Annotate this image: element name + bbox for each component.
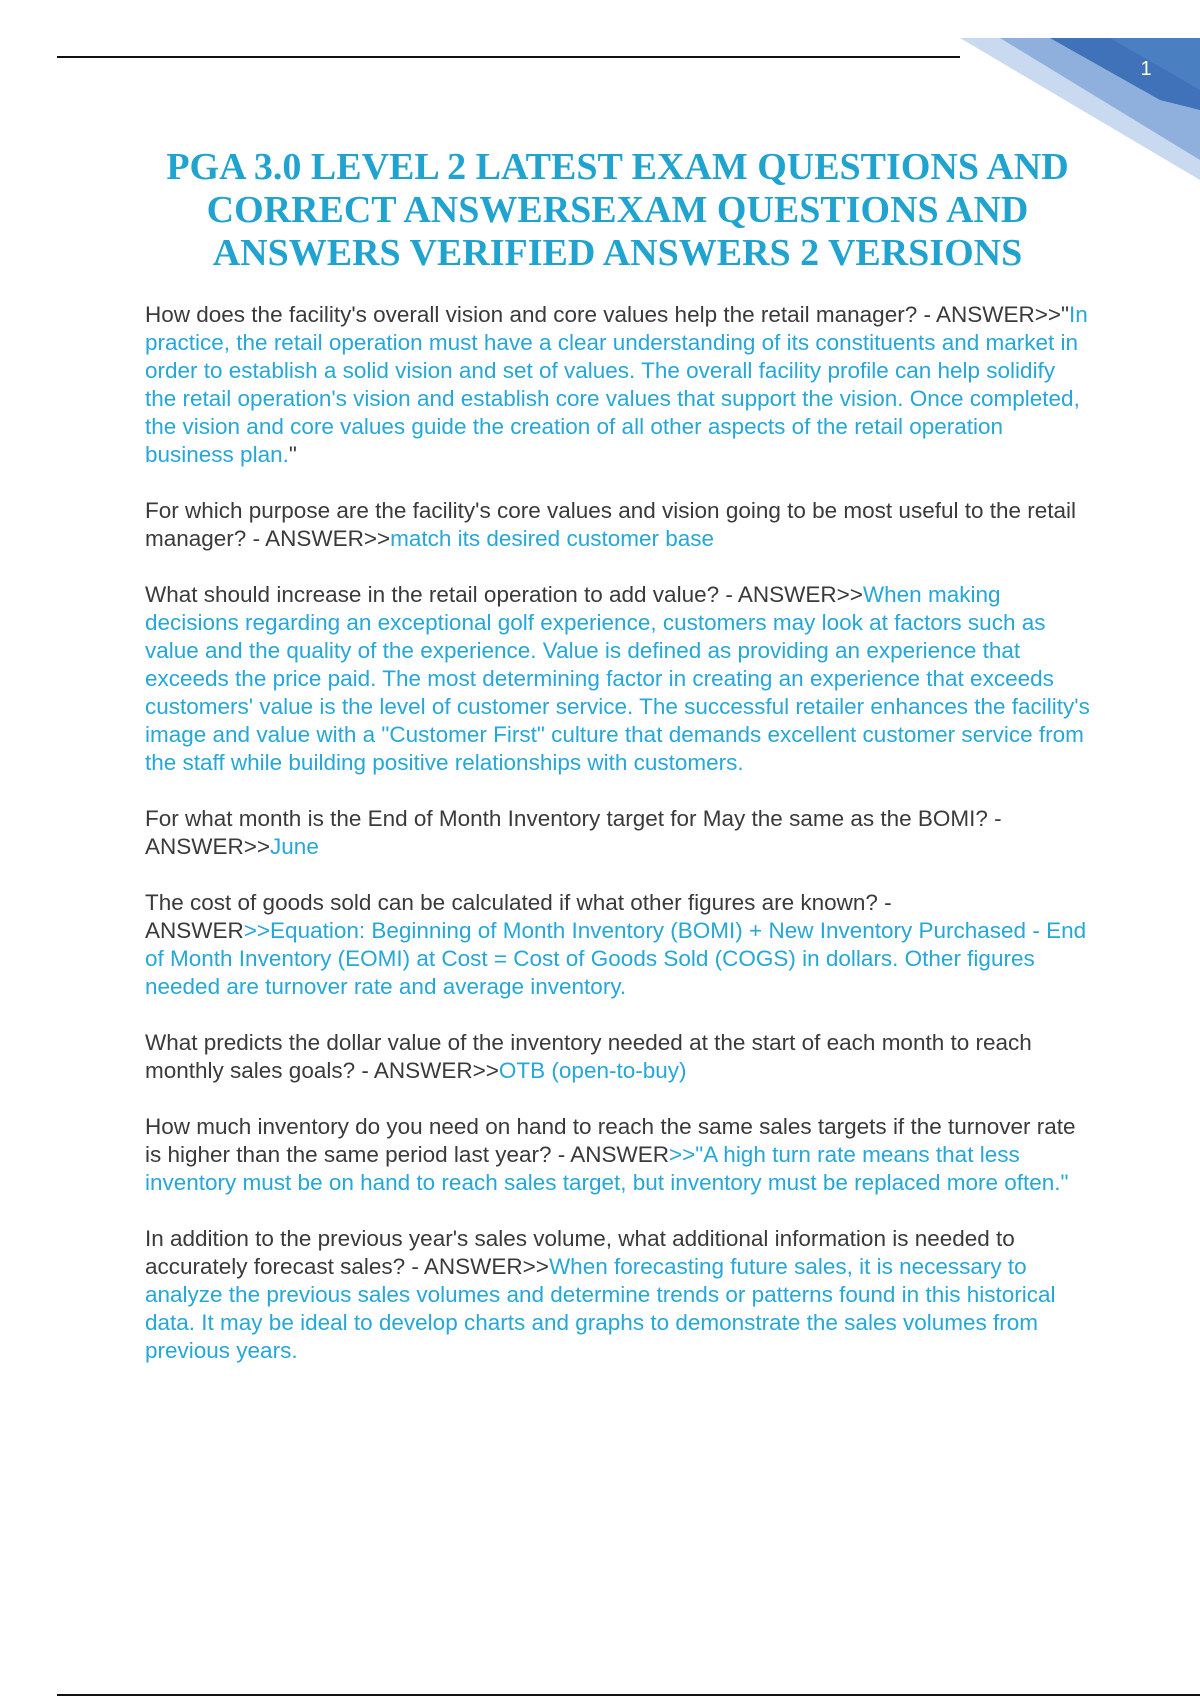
qa-item (145, 805, 1090, 861)
qa-item (145, 301, 1090, 469)
question-text: In addition to the previous year's sales volume, what additional information is needed to accurately forecast sales? - (145, 1226, 1015, 1279)
qa-item (145, 497, 1090, 553)
answer-marker: ANSWER>>" (935, 302, 1069, 327)
question-text: The cost of goods sold can be calculated if what other figures are known? - (145, 890, 892, 915)
question-text: What predicts the dollar value of the inventory needed at the start of each month to reach monthly sales goals? - (145, 1030, 1032, 1083)
qa-item (145, 1225, 1090, 1365)
answer-marker: ANSWER>> (373, 1058, 499, 1083)
answer-marker: ANSWER>> (145, 834, 271, 859)
answer-marker: ANSWER (145, 918, 244, 943)
question-text: What should increase in the retail operation to add value? - (145, 582, 733, 607)
question-text: For which purpose are the facility's core values and vision going to be most useful to the retail manager? - (145, 498, 1077, 551)
qa-item (145, 1113, 1090, 1197)
answer-text: OTB (open-to-buy) (498, 1058, 687, 1083)
answer-marker: ANSWER>> (265, 526, 391, 551)
footer-rule (57, 1694, 1200, 1696)
qa-list (145, 301, 1090, 1393)
answer-text: When making decisions regarding an exceptional golf experience, customers may look at factors such as value and the quality of the experience. Value is defined as providing an experience that exceeds the price paid. The most determining factor in creating an experience that exceeds customers' value is the level of customer service. The successful retailer enhances the facility's image and value with a "Customer First" culture that demands excellent customer service from the staff while building positive relationships with customers. (145, 582, 1090, 775)
document-title: PGA 3.0 LEVEL 2 LATEST EXAM QUESTIONS AND CORRECT ANSWERSEXAM QUESTIONS AND ANSWERS VERIFIED ANSWERS 2 VERSIONS (166, 146, 1069, 274)
answer-marker: ANSWER (570, 1142, 670, 1167)
header-rule (57, 56, 960, 58)
qa-item (145, 581, 1090, 777)
answer-tail: " (288, 442, 297, 467)
answer-text: >>Equation: Beginning of Month Inventory (BOMI) + New Inventory Purchased - End of Month Inventory (EOMI) at Cost = Cost of Goods Sold (COGS) in dollars. Other figures needed are turnover rate and average inventory. (145, 918, 1087, 999)
question-text: For what month is the End of Month Inventory target for May the same as the BOMI? - (145, 806, 1002, 831)
answer-text: >>"A high turn rate means that less inventory must be on hand to reach sales target, but inventory must be replaced more often." (145, 1142, 1069, 1195)
page-number: 1 (1140, 58, 1152, 80)
answer-text: When forecasting future sales, it is necessary to analyze the previous sales volumes and determine trends or patterns found in this historical data. It may be ideal to develop charts and graphs to demonstrate the sales volumes from previous years. (145, 1254, 1056, 1363)
answer-marker: ANSWER>> (423, 1254, 549, 1279)
answer-text: In practice, the retail operation must have a clear understanding of its constituents and market in order to establish a solid vision and set of values. The overall facility profile can help solidify the retail operation's vision and establish core values that support the vision. Once completed, the vision and core values guide the creation of all other aspects of the retail operation business plan. (145, 302, 1088, 467)
qa-item (145, 889, 1090, 1001)
question-text: How does the facility's overall vision and core values help the retail manager? - (145, 302, 931, 327)
question-text: How much inventory do you need on hand to reach the same sales targets if the turnover rate is higher than the same period last year? - (145, 1114, 1076, 1167)
qa-item (145, 1029, 1090, 1085)
answer-marker: ANSWER>> (737, 582, 863, 607)
answer-text: match its desired customer base (390, 526, 715, 551)
answer-text: June (270, 834, 319, 859)
